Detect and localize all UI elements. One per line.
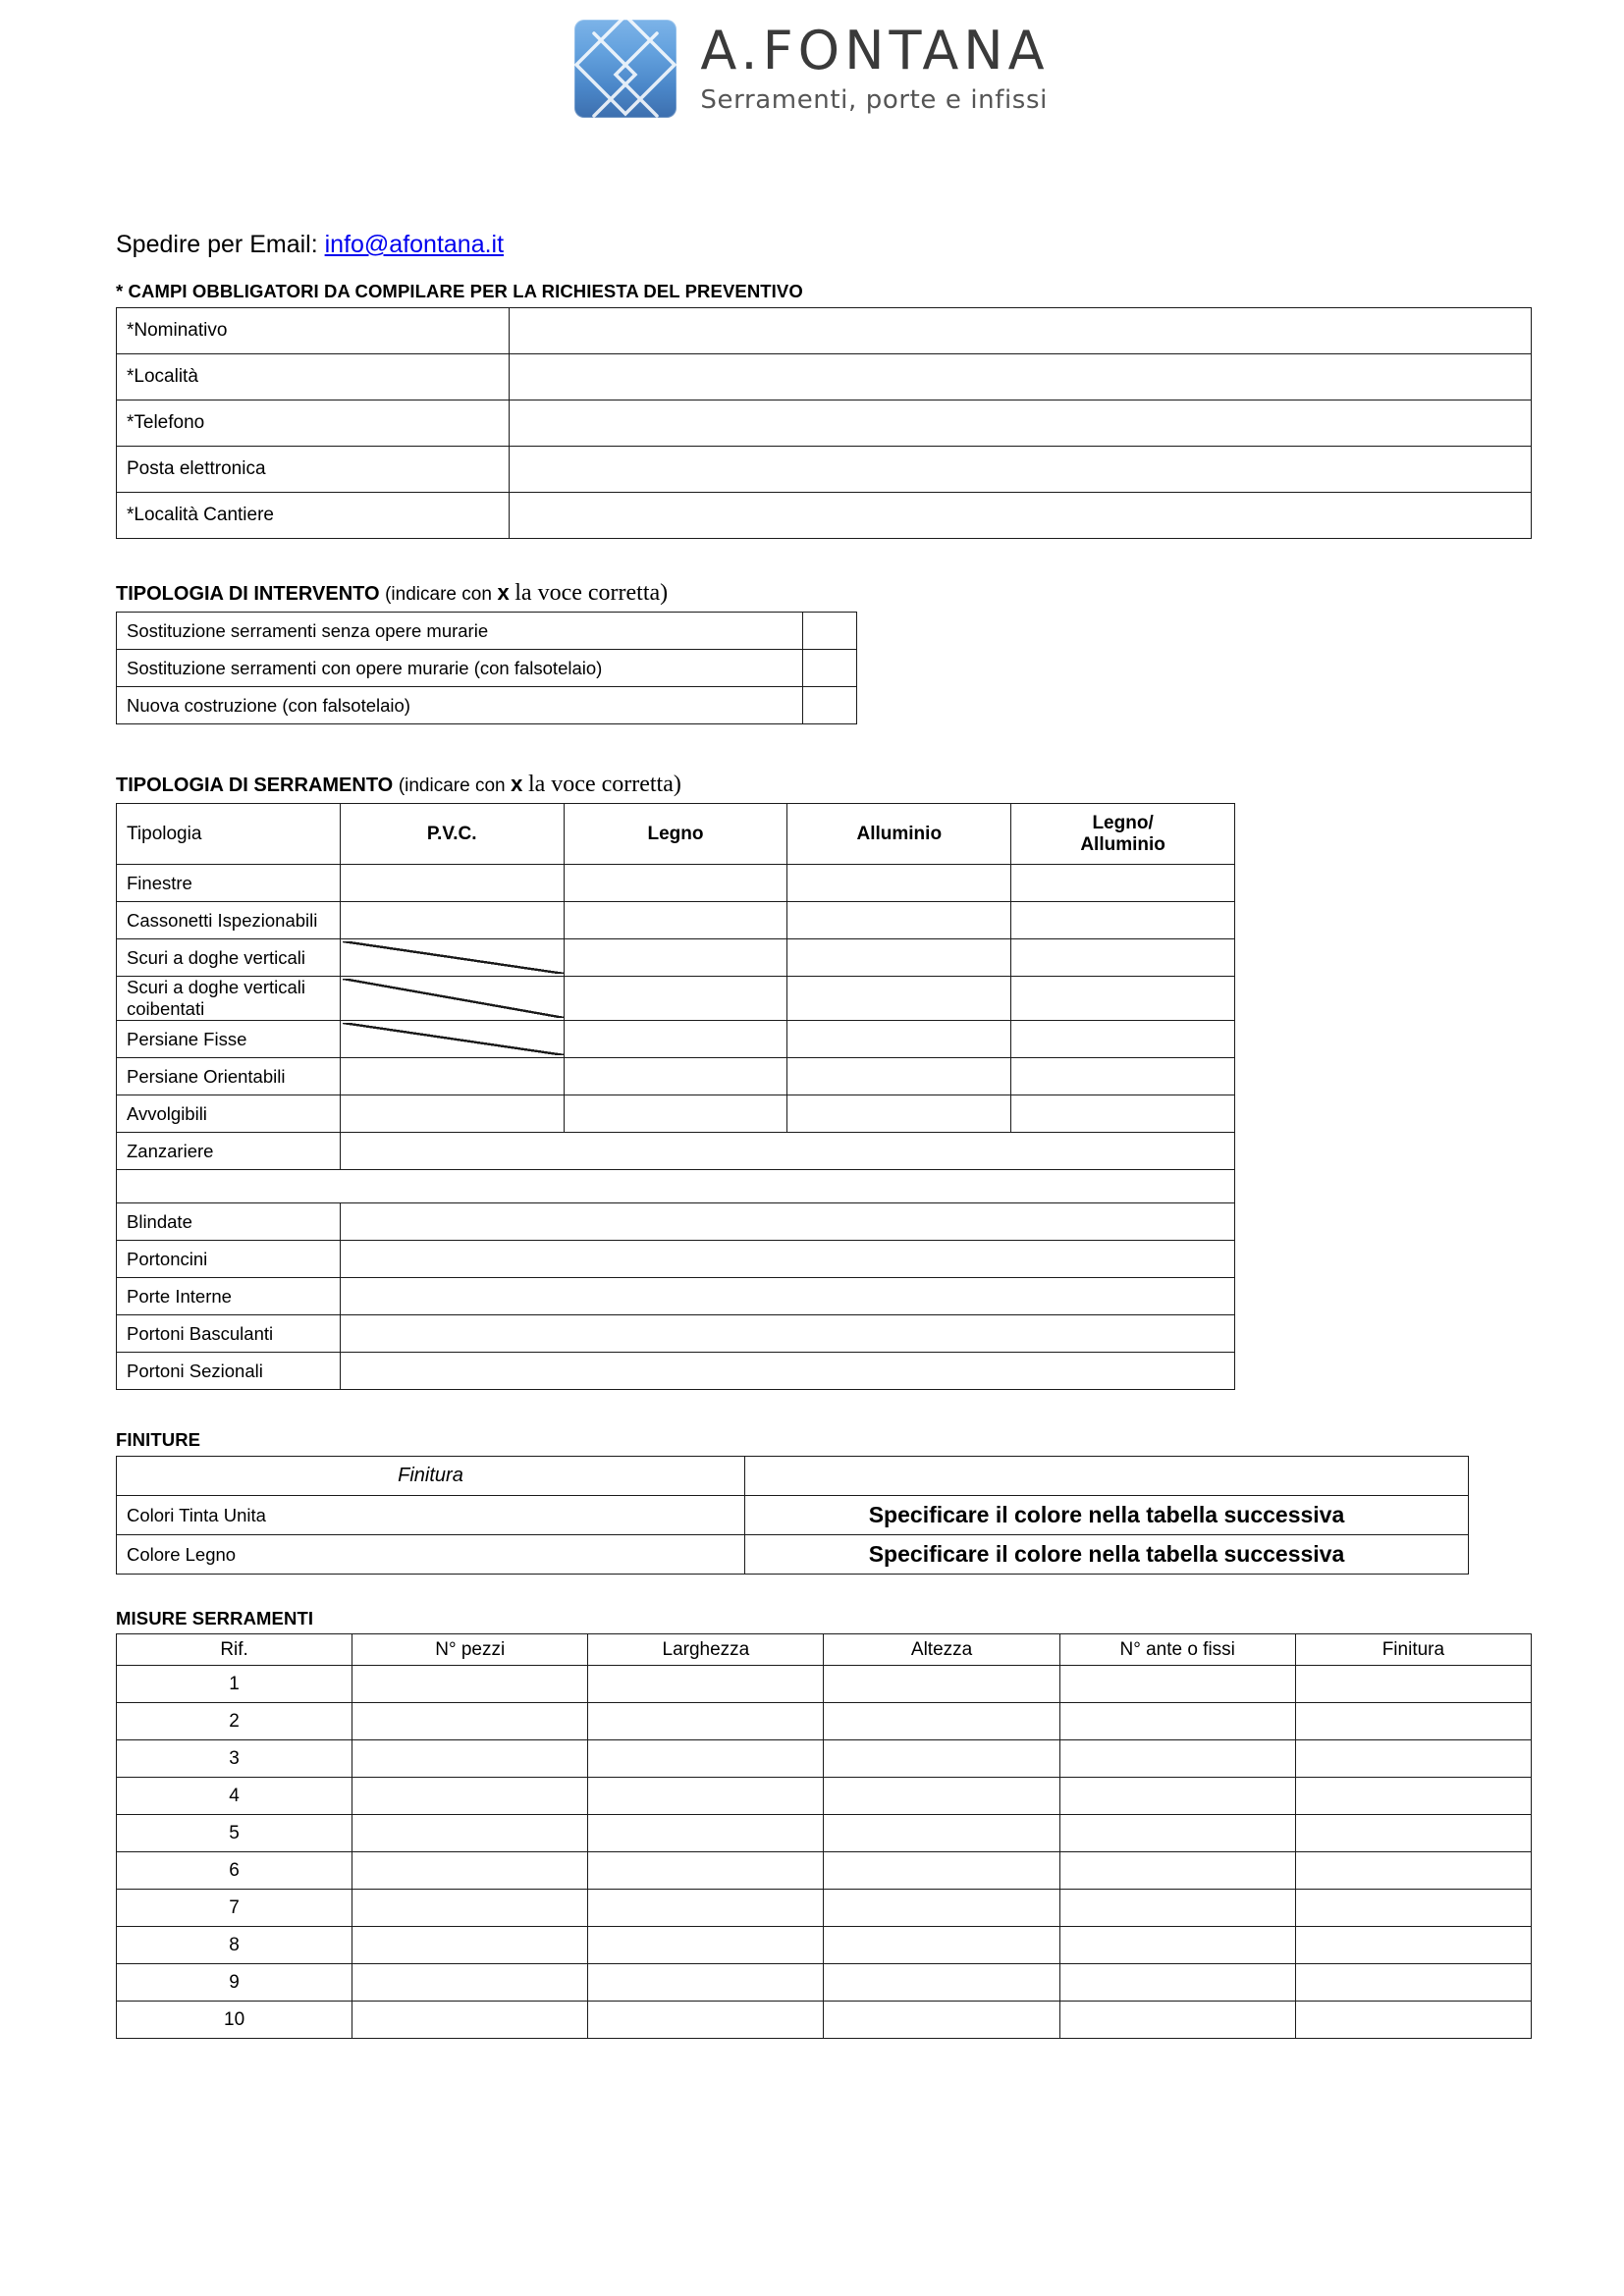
misure-ante-5[interactable] bbox=[1059, 1815, 1295, 1852]
misure-finitura-1[interactable] bbox=[1295, 1666, 1531, 1703]
serramento-label-porte-interne: Porte Interne bbox=[117, 1278, 341, 1315]
misure-finitura-5[interactable] bbox=[1295, 1815, 1531, 1852]
serramento-cell-scuri-coibentati-pvc-struck[interactable] bbox=[340, 977, 564, 1021]
intervento-table bbox=[116, 612, 857, 724]
serramento-cell-scuri-doghe-pvc-struck[interactable] bbox=[340, 939, 564, 977]
serramento-cell-persiane-orientabili-legno[interactable] bbox=[564, 1058, 787, 1095]
serramento-header-legno: Legno bbox=[564, 804, 787, 865]
misure-finitura-6[interactable] bbox=[1295, 1852, 1531, 1890]
serramento-cell-scuri-coibentati-alluminio[interactable] bbox=[787, 977, 1011, 1021]
serramento-cell-finestre-legno-alluminio[interactable] bbox=[1011, 865, 1235, 902]
finiture-label-colore-legno: Colore Legno bbox=[117, 1535, 745, 1575]
serramento-header-alluminio: Alluminio bbox=[787, 804, 1011, 865]
misure-pezzi-2[interactable] bbox=[352, 1703, 588, 1740]
table-row bbox=[117, 308, 1532, 354]
serramento-label-persiane-orientabili: Persiane Orientabili bbox=[117, 1058, 341, 1095]
misure-altezza-9[interactable] bbox=[824, 1964, 1059, 2002]
misure-altezza-3[interactable] bbox=[824, 1740, 1059, 1778]
serramento-hint-prefix: (indicare con bbox=[398, 775, 506, 796]
contact-field-nominativo[interactable] bbox=[510, 308, 1532, 354]
contact-field-localita[interactable] bbox=[510, 354, 1532, 400]
finiture-value-colori-tinta-unita: Specificare il colore nella tabella successiva bbox=[745, 1496, 1469, 1535]
intervento-hint-prefix: (indicare con bbox=[385, 584, 492, 605]
intervento-label-nuova-costruzione: Nuova costruzione (con falsotelaio) bbox=[117, 687, 803, 724]
contact-label-localita: *Località bbox=[117, 354, 510, 400]
misure-altezza-6[interactable] bbox=[824, 1852, 1059, 1890]
serramento-header-legno-alluminio-line2: Alluminio bbox=[1080, 833, 1165, 855]
serramento-header-tipologia: Tipologia bbox=[117, 804, 341, 865]
serramento-title: TIPOLOGIA DI SERRAMENTO bbox=[116, 774, 394, 796]
misure-rif-3: 3 bbox=[117, 1740, 352, 1778]
misure-rif-2: 2 bbox=[117, 1703, 352, 1740]
serramento-cell-persiane-orientabili-pvc[interactable] bbox=[340, 1058, 564, 1095]
misure-rif-1: 1 bbox=[117, 1666, 352, 1703]
send-email-prefix: Spedire per Email: bbox=[116, 231, 318, 258]
serramento-cell-scuri-coibentati-legno[interactable] bbox=[564, 977, 787, 1021]
misure-heading: MISURE SERRAMENTI bbox=[116, 1608, 314, 1629]
serramento-header-legno-alluminio bbox=[1011, 804, 1235, 865]
table-row bbox=[117, 613, 857, 650]
serramento-header-pvc: P.V.C. bbox=[340, 804, 564, 865]
misure-rif-6: 6 bbox=[117, 1852, 352, 1890]
table-row bbox=[117, 1315, 1235, 1353]
serramento-heading bbox=[116, 772, 1532, 798]
misure-altezza-1[interactable] bbox=[824, 1666, 1059, 1703]
intervento-checkbox-sostituzione-con-opere[interactable] bbox=[803, 650, 857, 687]
misure-larghezza-5[interactable] bbox=[588, 1815, 824, 1852]
serramento-cell-blindate[interactable] bbox=[340, 1203, 1234, 1241]
misure-rif-9: 9 bbox=[117, 1964, 352, 2002]
serramento-spacer-cell bbox=[117, 1170, 1235, 1203]
misure-ante-4[interactable] bbox=[1059, 1778, 1295, 1815]
misure-ante-2[interactable] bbox=[1059, 1703, 1295, 1740]
table-row bbox=[117, 1815, 1532, 1852]
intervento-title: TIPOLOGIA DI INTERVENTO bbox=[116, 583, 380, 605]
table-row bbox=[117, 1740, 1532, 1778]
serramento-label-scuri-doghe-verticali: Scuri a doghe verticali bbox=[117, 939, 341, 977]
contact-field-localita-cantiere[interactable] bbox=[510, 493, 1532, 539]
table-row bbox=[117, 1133, 1235, 1170]
table-row bbox=[117, 1927, 1532, 1964]
misure-header-finitura: Finitura bbox=[1295, 1634, 1531, 1666]
serramento-cell-cassonetti-pvc[interactable] bbox=[340, 902, 564, 939]
serramento-cell-avvolgibili-legno-alluminio[interactable] bbox=[1011, 1095, 1235, 1133]
misure-finitura-4[interactable] bbox=[1295, 1778, 1531, 1815]
serramento-cell-portoncini[interactable] bbox=[340, 1241, 1234, 1278]
intervento-heading bbox=[116, 580, 1532, 607]
table-row bbox=[117, 939, 1235, 977]
misure-header-ante-o-fissi: N° ante o fissi bbox=[1059, 1634, 1295, 1666]
misure-rif-5: 5 bbox=[117, 1815, 352, 1852]
misure-larghezza-2[interactable] bbox=[588, 1703, 824, 1740]
misure-finitura-8[interactable] bbox=[1295, 1927, 1531, 1964]
company-name: A.FONTANA bbox=[700, 20, 1050, 81]
misure-header-pezzi: N° pezzi bbox=[352, 1634, 588, 1666]
misure-ante-8[interactable] bbox=[1059, 1927, 1295, 1964]
table-row bbox=[117, 1890, 1532, 1927]
table-row bbox=[117, 1778, 1532, 1815]
misure-finitura-10[interactable] bbox=[1295, 2002, 1531, 2039]
misure-pezzi-6[interactable] bbox=[352, 1852, 588, 1890]
company-logo bbox=[574, 20, 1049, 118]
misure-pezzi-9[interactable] bbox=[352, 1964, 588, 2002]
form-body bbox=[0, 231, 1624, 2039]
misure-header-altezza: Altezza bbox=[824, 1634, 1059, 1666]
serramento-cell-scuri-doghe-legno[interactable] bbox=[564, 939, 787, 977]
intervento-checkbox-sostituzione-senza-opere[interactable] bbox=[803, 613, 857, 650]
table-row bbox=[117, 447, 1532, 493]
misure-altezza-7[interactable] bbox=[824, 1890, 1059, 1927]
intervento-hint-mark: x bbox=[497, 580, 510, 605]
serramento-label-cassonetti-ispezionabili: Cassonetti Ispezionabili bbox=[117, 902, 341, 939]
serramento-label-finestre: Finestre bbox=[117, 865, 341, 902]
finiture-heading: FINITURE bbox=[116, 1429, 201, 1450]
serramento-cell-avvolgibili-legno[interactable] bbox=[564, 1095, 787, 1133]
serramento-label-portoni-sezionali: Portoni Sezionali bbox=[117, 1353, 341, 1390]
serramento-hint-mark: x bbox=[511, 772, 523, 796]
table-row bbox=[117, 1241, 1235, 1278]
serramento-cell-scuri-coibentati-legno-alluminio[interactable] bbox=[1011, 977, 1235, 1021]
contact-label-posta-elettronica: Posta elettronica bbox=[117, 447, 510, 493]
misure-larghezza-4[interactable] bbox=[588, 1778, 824, 1815]
serramento-label-persiane-fisse: Persiane Fisse bbox=[117, 1021, 341, 1058]
misure-ante-3[interactable] bbox=[1059, 1740, 1295, 1778]
table-row bbox=[117, 687, 857, 724]
misure-finitura-2[interactable] bbox=[1295, 1703, 1531, 1740]
serramento-cell-scuri-doghe-alluminio[interactable] bbox=[787, 939, 1011, 977]
intervento-label-sostituzione-con-opere: Sostituzione serramenti con opere murarie (con falsotelaio) bbox=[117, 650, 803, 687]
serramento-label-zanzariere: Zanzariere bbox=[117, 1133, 341, 1170]
document-header bbox=[0, 0, 1624, 118]
contact-label-nominativo: *Nominativo bbox=[117, 308, 510, 354]
table-row bbox=[117, 1666, 1532, 1703]
misure-pezzi-3[interactable] bbox=[352, 1740, 588, 1778]
contact-label-localita-cantiere: *Località Cantiere bbox=[117, 493, 510, 539]
misure-altezza-4[interactable] bbox=[824, 1778, 1059, 1815]
serramento-cell-avvolgibili-alluminio[interactable] bbox=[787, 1095, 1011, 1133]
table-row bbox=[117, 1021, 1235, 1058]
misure-pezzi-5[interactable] bbox=[352, 1815, 588, 1852]
serramento-label-scuri-doghe-coibentati: Scuri a doghe verticali coibentati bbox=[117, 977, 341, 1021]
finiture-header-value bbox=[745, 1457, 1469, 1496]
serramento-label-portoncini: Portoncini bbox=[117, 1241, 341, 1278]
serramento-cell-avvolgibili-pvc[interactable] bbox=[340, 1095, 564, 1133]
table-row bbox=[117, 1203, 1235, 1241]
finiture-table bbox=[116, 1456, 1469, 1575]
misure-finitura-3[interactable] bbox=[1295, 1740, 1531, 1778]
serramento-label-portoni-basculanti: Portoni Basculanti bbox=[117, 1315, 341, 1353]
table-row bbox=[117, 1353, 1235, 1390]
company-tagline: Serramenti, porte e infissi bbox=[700, 85, 1048, 115]
misure-altezza-10[interactable] bbox=[824, 2002, 1059, 2039]
misure-altezza-8[interactable] bbox=[824, 1927, 1059, 1964]
finiture-value-colore-legno: Specificare il colore nella tabella successiva bbox=[745, 1535, 1469, 1575]
contact-table bbox=[116, 307, 1532, 539]
contact-field-telefono[interactable] bbox=[510, 400, 1532, 447]
serramento-cell-persiane-fisse-pvc-struck[interactable] bbox=[340, 1021, 564, 1058]
misure-table bbox=[116, 1633, 1532, 2039]
serramento-cell-scuri-doghe-legno-alluminio[interactable] bbox=[1011, 939, 1235, 977]
intervento-label-sostituzione-senza-opere: Sostituzione serramenti senza opere murarie bbox=[117, 613, 803, 650]
serramento-cell-zanzariere[interactable] bbox=[340, 1133, 1234, 1170]
misure-rif-7: 7 bbox=[117, 1890, 352, 1927]
table-row bbox=[117, 2002, 1532, 2039]
serramento-label-blindate: Blindate bbox=[117, 1203, 341, 1241]
serramento-cell-finestre-legno[interactable] bbox=[564, 865, 787, 902]
table-row bbox=[117, 400, 1532, 447]
table-row bbox=[117, 650, 857, 687]
misure-ante-7[interactable] bbox=[1059, 1890, 1295, 1927]
misure-pezzi-7[interactable] bbox=[352, 1890, 588, 1927]
misure-ante-1[interactable] bbox=[1059, 1666, 1295, 1703]
misure-larghezza-3[interactable] bbox=[588, 1740, 824, 1778]
misure-pezzi-4[interactable] bbox=[352, 1778, 588, 1815]
misure-rif-10: 10 bbox=[117, 2002, 352, 2039]
misure-header-larghezza: Larghezza bbox=[588, 1634, 824, 1666]
misure-larghezza-8[interactable] bbox=[588, 1927, 824, 1964]
table-row bbox=[117, 902, 1235, 939]
send-email-line bbox=[116, 231, 1532, 259]
serramento-hint-suffix: la voce corretta) bbox=[527, 772, 681, 797]
table-row bbox=[117, 1058, 1235, 1095]
table-row bbox=[117, 1278, 1235, 1315]
misure-rif-4: 4 bbox=[117, 1778, 352, 1815]
misure-larghezza-7[interactable] bbox=[588, 1890, 824, 1927]
table-row bbox=[117, 1852, 1532, 1890]
misure-pezzi-10[interactable] bbox=[352, 2002, 588, 2039]
serramento-cell-cassonetti-legno-alluminio[interactable] bbox=[1011, 902, 1235, 939]
contact-heading: * CAMPI OBBLIGATORI DA COMPILARE PER LA RICHIESTA DEL PREVENTIVO bbox=[116, 281, 803, 301]
misure-larghezza-6[interactable] bbox=[588, 1852, 824, 1890]
serramento-label-avvolgibili: Avvolgibili bbox=[117, 1095, 341, 1133]
serramento-cell-finestre-pvc[interactable] bbox=[340, 865, 564, 902]
table-header-row bbox=[117, 1634, 1532, 1666]
misure-altezza-2[interactable] bbox=[824, 1703, 1059, 1740]
misure-ante-9[interactable] bbox=[1059, 1964, 1295, 2002]
misure-header-rif: Rif. bbox=[117, 1634, 352, 1666]
serramento-cell-cassonetti-legno[interactable] bbox=[564, 902, 787, 939]
table-row bbox=[117, 493, 1532, 539]
serramento-cell-persiane-orientabili-legno-alluminio[interactable] bbox=[1011, 1058, 1235, 1095]
misure-ante-6[interactable] bbox=[1059, 1852, 1295, 1890]
serramento-cell-persiane-orientabili-alluminio[interactable] bbox=[787, 1058, 1011, 1095]
table-header-row bbox=[117, 804, 1235, 865]
table-row bbox=[117, 1496, 1469, 1535]
intervento-hint-suffix: la voce corretta) bbox=[514, 580, 669, 606]
table-header-row bbox=[117, 1457, 1469, 1496]
intervento-checkbox-nuova-costruzione[interactable] bbox=[803, 687, 857, 724]
table-row bbox=[117, 865, 1235, 902]
misure-ante-10[interactable] bbox=[1059, 2002, 1295, 2039]
misure-altezza-5[interactable] bbox=[824, 1815, 1059, 1852]
serramento-cell-portoni-basculanti[interactable] bbox=[340, 1315, 1234, 1353]
finiture-label-colori-tinta-unita: Colori Tinta Unita bbox=[117, 1496, 745, 1535]
misure-larghezza-1[interactable] bbox=[588, 1666, 824, 1703]
table-row bbox=[117, 1095, 1235, 1133]
misure-finitura-9[interactable] bbox=[1295, 1964, 1531, 2002]
table-spacer-row bbox=[117, 1170, 1235, 1203]
serramento-cell-cassonetti-alluminio[interactable] bbox=[787, 902, 1011, 939]
email-link[interactable]: info@afontana.it bbox=[324, 231, 505, 258]
table-row bbox=[117, 1535, 1469, 1575]
serramento-cell-persiane-fisse-alluminio[interactable] bbox=[787, 1021, 1011, 1058]
table-row bbox=[117, 1964, 1532, 2002]
misure-larghezza-10[interactable] bbox=[588, 2002, 824, 2039]
misure-rif-8: 8 bbox=[117, 1927, 352, 1964]
serramento-cell-porte-interne[interactable] bbox=[340, 1278, 1234, 1315]
table-row bbox=[117, 354, 1532, 400]
misure-pezzi-8[interactable] bbox=[352, 1927, 588, 1964]
serramento-cell-persiane-fisse-legno[interactable] bbox=[564, 1021, 787, 1058]
serramento-cell-persiane-fisse-legno-alluminio[interactable] bbox=[1011, 1021, 1235, 1058]
misure-finitura-7[interactable] bbox=[1295, 1890, 1531, 1927]
contact-label-telefono: *Telefono bbox=[117, 400, 510, 447]
table-row bbox=[117, 977, 1235, 1021]
serramento-table bbox=[116, 803, 1235, 1390]
serramento-cell-portoni-sezionali[interactable] bbox=[340, 1353, 1234, 1390]
table-row bbox=[117, 1703, 1532, 1740]
serramento-cell-finestre-alluminio[interactable] bbox=[787, 865, 1011, 902]
diamond-lattice-logo-icon bbox=[574, 20, 677, 118]
serramento-header-legno-alluminio-line1: Legno/ bbox=[1092, 813, 1154, 834]
finiture-header-finitura: Finitura bbox=[117, 1457, 745, 1496]
misure-larghezza-9[interactable] bbox=[588, 1964, 824, 2002]
contact-field-posta-elettronica[interactable] bbox=[510, 447, 1532, 493]
misure-pezzi-1[interactable] bbox=[352, 1666, 588, 1703]
